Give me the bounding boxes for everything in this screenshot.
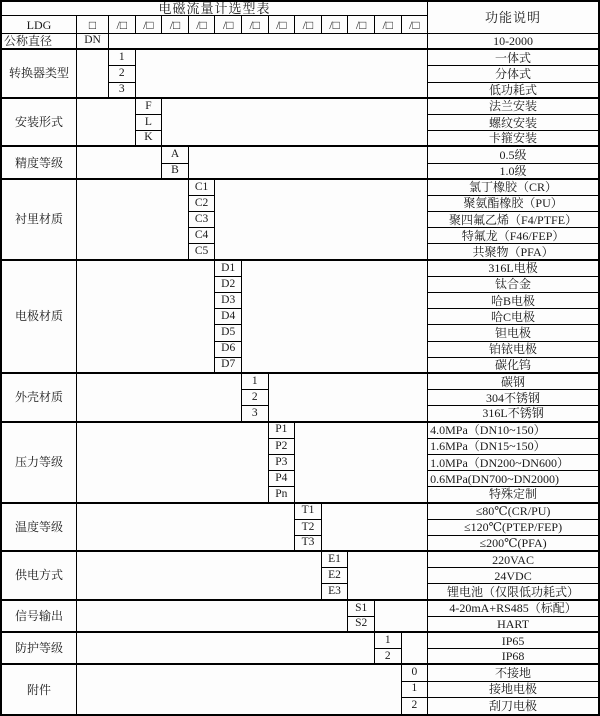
spacer-cell — [242, 261, 428, 374]
code-cell: P1 — [269, 423, 296, 439]
function-cell: 0.5级 — [428, 147, 598, 163]
code-cell: 1 — [375, 633, 402, 649]
function-cell: 304不锈钢 — [428, 390, 598, 406]
model-code-box: /□ — [322, 16, 349, 34]
section-label: 转换器类型 — [2, 50, 77, 99]
code-cell: 2 — [109, 66, 136, 82]
function-cell: 4-20mA+RS485（标配） — [428, 601, 598, 617]
code-cell: C4 — [189, 228, 216, 244]
spacer-cell — [162, 99, 428, 148]
spacer-cell — [189, 147, 428, 179]
function-cell: 聚氨酯橡胶（PU） — [428, 196, 598, 212]
code-cell: D4 — [215, 309, 242, 325]
function-cell: 1.0MPa（DN200~DN600） — [428, 455, 598, 471]
function-cell: 不接地 — [428, 665, 598, 681]
code-cell: T1 — [295, 504, 322, 520]
model-code-box: /□ — [215, 16, 242, 34]
code-cell: E1 — [322, 552, 349, 568]
function-cell: 共聚物（PFA） — [428, 244, 598, 260]
section-label: 外壳材质 — [2, 374, 77, 423]
code-cell: L — [136, 115, 163, 131]
code-cell: D5 — [215, 325, 242, 341]
spacer-cell — [215, 180, 428, 261]
function-cell: 氯丁橡胶（CR） — [428, 180, 598, 196]
spacer-cell — [77, 665, 402, 714]
function-cell: 螺纹安装 — [428, 115, 598, 131]
model-box: □ — [77, 16, 109, 34]
spacer-cell — [77, 552, 322, 601]
model-code-box: /□ — [269, 16, 296, 34]
function-cell: 316L电极 — [428, 261, 598, 277]
code-cell: Pn — [269, 487, 296, 503]
function-cell: 220VAC — [428, 552, 598, 568]
function-cell: ≤120℃(PTEP/FEP) — [428, 520, 598, 536]
spacer-cell — [375, 601, 428, 633]
code-cell: T2 — [295, 520, 322, 536]
spacer-cell — [269, 374, 429, 423]
function-cell: 24VDC — [428, 568, 598, 584]
function-column-header: 功能说明 — [428, 2, 598, 34]
section-label: 电极材质 — [2, 261, 77, 374]
model-prefix: LDG — [2, 16, 77, 34]
code-cell: F — [136, 99, 163, 115]
function-cell: 特殊定制 — [428, 487, 598, 503]
section-label: 精度等级 — [2, 147, 77, 179]
section-label: 公称直径 — [2, 34, 77, 50]
function-cell: IP65 — [428, 633, 598, 649]
code-cell: C5 — [189, 244, 216, 260]
section-label: 压力等级 — [2, 423, 77, 504]
code-cell: 3 — [242, 406, 269, 422]
code-cell: S2 — [348, 617, 375, 633]
model-code-box: /□ — [375, 16, 402, 34]
function-cell: 碳钢 — [428, 374, 598, 390]
code-cell: 0 — [402, 665, 429, 681]
code-cell: 2 — [375, 649, 402, 665]
function-cell: 低功耗式 — [428, 83, 598, 99]
function-cell: IP68 — [428, 649, 598, 665]
dn-code-cell: DN — [77, 34, 109, 50]
function-cell: 法兰安装 — [428, 99, 598, 115]
function-cell: 分体式 — [428, 66, 598, 82]
spacer-cell — [77, 261, 215, 374]
function-cell: ≤200℃(PFA) — [428, 536, 598, 552]
function-cell: 316L不锈钢 — [428, 406, 598, 422]
section-label: 温度等级 — [2, 504, 77, 553]
code-cell: K — [136, 131, 163, 147]
function-cell: 铂铱电极 — [428, 342, 598, 358]
spacer-cell — [77, 601, 348, 633]
section-label: 附件 — [2, 665, 77, 714]
code-cell: P2 — [269, 439, 296, 455]
function-cell: HART — [428, 617, 598, 633]
section-label: 供电方式 — [2, 552, 77, 601]
code-cell: P3 — [269, 455, 296, 471]
function-cell: 10-2000 — [428, 34, 598, 50]
spacer-cell — [136, 50, 429, 99]
spacer-cell — [77, 374, 242, 423]
code-cell: D3 — [215, 293, 242, 309]
model-code-box: /□ — [136, 16, 163, 34]
code-cell: C3 — [189, 212, 216, 228]
function-cell: 0.6MPa(DN700~DN2000) — [428, 471, 598, 487]
section-label: 防护等级 — [2, 633, 77, 665]
function-cell: 钛合金 — [428, 277, 598, 293]
spacer-cell — [77, 147, 162, 179]
code-cell: D2 — [215, 277, 242, 293]
function-cell: 锂电池（仅限低功耗式） — [428, 584, 598, 600]
spacer-cell — [77, 99, 136, 148]
section-label: 信号输出 — [2, 601, 77, 633]
function-cell: 4.0MPa（DN10~150） — [428, 423, 598, 439]
spacer-cell — [402, 633, 429, 665]
code-cell: D7 — [215, 358, 242, 374]
function-cell: 钽电极 — [428, 325, 598, 341]
function-cell: 卡箍安装 — [428, 131, 598, 147]
function-cell: 哈B电极 — [428, 293, 598, 309]
function-cell: 1.0级 — [428, 164, 598, 180]
code-cell: 1 — [109, 50, 136, 66]
function-cell: 聚四氟乙烯（F4/PTFE） — [428, 212, 598, 228]
table-title: 电磁流量计选型表 — [2, 2, 428, 16]
code-cell: D6 — [215, 342, 242, 358]
code-cell: 1 — [242, 374, 269, 390]
code-cell: P4 — [269, 471, 296, 487]
spacer-cell — [77, 423, 269, 504]
model-code-box: /□ — [189, 16, 216, 34]
code-cell: E2 — [322, 568, 349, 584]
function-cell: 碳化钨 — [428, 358, 598, 374]
section-label: 衬里材质 — [2, 180, 77, 261]
code-cell: 2 — [402, 698, 429, 714]
spacer-cell — [77, 180, 189, 261]
code-cell: C1 — [189, 180, 216, 196]
model-code-box: /□ — [295, 16, 322, 34]
model-code-box: /□ — [109, 16, 136, 34]
spacer-cell — [348, 552, 428, 601]
function-cell: 刮刀电极 — [489, 698, 538, 713]
code-cell: C2 — [189, 196, 216, 212]
code-cell: 2 — [242, 390, 269, 406]
function-cell: 特氟龙（F46/FEP） — [428, 228, 598, 244]
code-cell: T3 — [295, 536, 322, 552]
function-cell: ≤80℃(CR/PU) — [428, 504, 598, 520]
model-code-box: /□ — [162, 16, 189, 34]
code-cell: A — [162, 147, 189, 163]
code-cell: B — [162, 164, 189, 180]
function-cell: 1.6MPa（DN15~150） — [428, 439, 598, 455]
spacer-cell — [77, 504, 295, 553]
spacer-cell — [109, 34, 428, 50]
code-cell: S1 — [348, 601, 375, 617]
model-code-box: /□ — [402, 16, 429, 34]
function-cell: 哈C电极 — [428, 309, 598, 325]
function-cell: 一体式 — [428, 50, 598, 66]
spacer-cell — [77, 50, 109, 99]
code-cell: D1 — [215, 261, 242, 277]
function-cell: 接地电极 — [428, 682, 598, 698]
spacer-cell — [77, 633, 375, 665]
spacer-cell — [295, 423, 428, 504]
model-code-box: /□ — [348, 16, 375, 34]
code-cell: 3 — [109, 83, 136, 99]
code-cell: 1 — [402, 682, 429, 698]
model-code-box: /□ — [242, 16, 269, 34]
section-label: 安装形式 — [2, 99, 77, 148]
code-cell: E3 — [322, 584, 349, 600]
spacer-cell — [322, 504, 428, 553]
